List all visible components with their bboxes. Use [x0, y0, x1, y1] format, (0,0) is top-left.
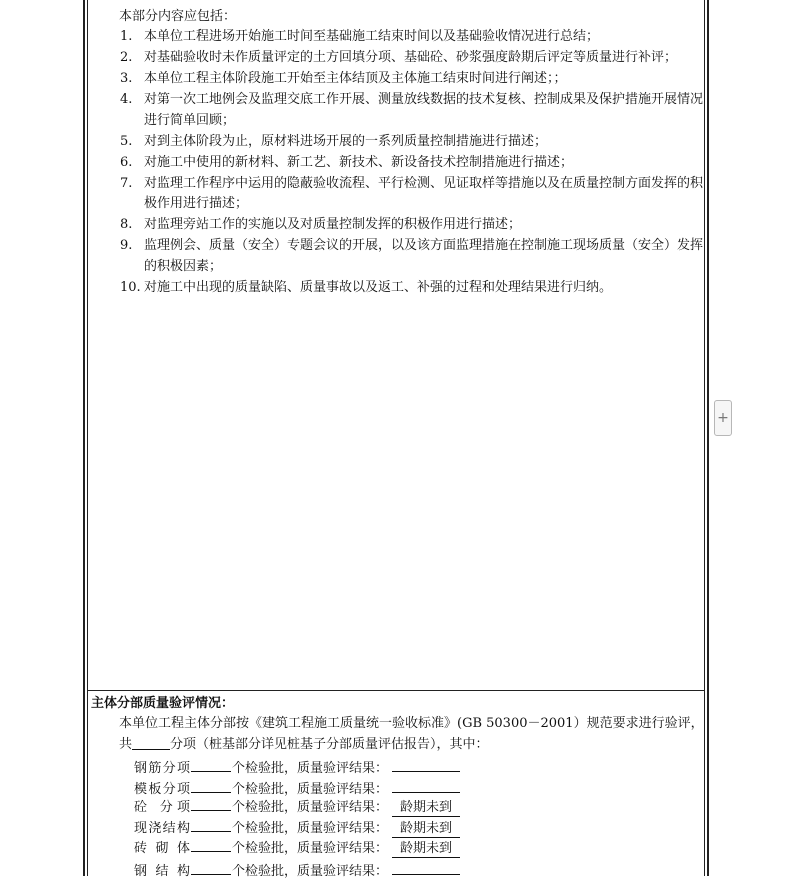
item-number: 5.: [120, 133, 133, 149]
row-label: 个检验批，质量验评结果：: [232, 863, 389, 879]
row-label: 个检验批，质量验评结果：: [232, 820, 389, 836]
batch-count-blank[interactable]: [191, 860, 231, 875]
item-text: 监理例会、质量（安全）专题会议的开展，以及该方面监理措施在控制施工现场质量（安全）发挥的积极因素；: [144, 238, 704, 274]
plus-icon: +: [717, 410, 729, 426]
inspection-row: [134, 776, 460, 797]
inspection-row: [134, 796, 460, 817]
batch-count-blank[interactable]: [191, 817, 231, 832]
content-section: [85, 0, 707, 690]
item-name: 钢 结 构: [134, 863, 190, 879]
count-blank[interactable]: [132, 735, 170, 750]
list-item: [120, 90, 705, 131]
inspection-rows: [134, 755, 460, 879]
result-field[interactable]: 龄期未到: [392, 800, 460, 817]
batch-count-blank[interactable]: [191, 757, 231, 772]
item-text: 对施工中使用的新材料、新工艺、新技术、新设备技术控制措施进行描述；: [144, 154, 574, 170]
section-title: 主体分部质量验评情况：: [91, 696, 235, 711]
batch-count-blank[interactable]: [191, 796, 231, 811]
batch-count-blank[interactable]: [191, 778, 231, 793]
item-text: 本单位工程主体阶段施工开始至主体结顶及主体施工结束时间进行阐述；；: [144, 71, 567, 86]
item-text: 对监理工作程序中运用的隐蔽验收流程、平行检测、见证取样等措施以及在质量控制方面发挥的积极作用进行描述；: [144, 175, 704, 211]
quality-section: [85, 691, 707, 879]
item-number: 1.: [120, 29, 133, 44]
result-field[interactable]: [392, 776, 460, 793]
item-number: 9.: [120, 238, 133, 253]
row-label: 个检验批，质量验评结果：: [232, 761, 389, 776]
list-item: [120, 278, 705, 299]
item-number: 6.: [120, 154, 133, 170]
item-name: 模板分项: [134, 781, 190, 797]
item-text: 对到主体阶段为止，原材料进场开展的一系列质量控制措施进行描述；: [144, 133, 548, 149]
item-text: 对基础验收时未作质量评定的土方回填分项、基础砼、砂浆强度龄期后评定等质量进行补评；: [144, 50, 678, 65]
row-label: 个检验批，质量验评结果：: [232, 781, 389, 797]
inspection-row: [134, 817, 460, 838]
quality-paragraph: [119, 713, 704, 755]
inspection-row: [134, 858, 460, 879]
item-name: 钢筋分项: [134, 761, 190, 776]
item-text: 本单位工程进场开始施工时间至基础施工结束时间以及基础验收情况进行总结；: [144, 29, 600, 44]
para-text-2: 分项（桩基部分详见桩基子分部质量评估报告），其中：: [170, 737, 489, 752]
para-text-1: 本单位工程主体分部按《建筑工程施工质量统一验收标准》(GB 50300－2001）规范要求进行验评，共: [119, 716, 704, 752]
item-name: 现浇结构: [134, 820, 190, 836]
list-item: [120, 132, 705, 153]
result-field[interactable]: [392, 755, 460, 772]
item-name: 砖 砌 体: [134, 841, 190, 857]
item-number: 2.: [120, 50, 133, 65]
expand-button[interactable]: [714, 400, 732, 436]
item-number: 7.: [120, 175, 133, 191]
list-item: [120, 48, 705, 69]
row-label: 个检验批，质量验评结果：: [232, 841, 389, 857]
list-item: [120, 69, 705, 90]
content-list: [120, 27, 705, 299]
document-page: [83, 0, 709, 879]
batch-count-blank[interactable]: [191, 837, 231, 852]
item-text: 对监理旁站工作的实施以及对质量控制发挥的积极作用进行描述；: [144, 217, 522, 232]
list-item: [120, 174, 705, 215]
inspection-row: [134, 837, 460, 858]
result-field[interactable]: 龄期未到: [392, 821, 460, 838]
item-number: 8.: [120, 217, 133, 232]
list-item: [120, 215, 705, 236]
item-text: 对施工中出现的质量缺陷、质量事故以及返工、补强的过程和处理结果进行归纳。: [144, 279, 613, 295]
row-label: 个检验批，质量验评结果：: [232, 800, 389, 816]
result-field[interactable]: [392, 858, 460, 875]
intro-text: 本部分内容应包括：: [119, 9, 237, 24]
item-number: 3.: [120, 71, 133, 86]
list-item: [120, 236, 705, 277]
result-field[interactable]: 龄期未到: [392, 841, 460, 858]
list-item: [120, 153, 705, 174]
item-number: 10.: [120, 279, 141, 295]
item-number: 4.: [120, 92, 133, 107]
item-text: 对第一次工地例会及监理交底工作开展、测量放线数据的技术复核、控制成果及保护措施开展情况进行简单回顾；: [144, 92, 704, 128]
list-item: [120, 27, 705, 48]
item-name: 砼 分项: [134, 800, 190, 816]
inspection-row: [134, 755, 460, 776]
